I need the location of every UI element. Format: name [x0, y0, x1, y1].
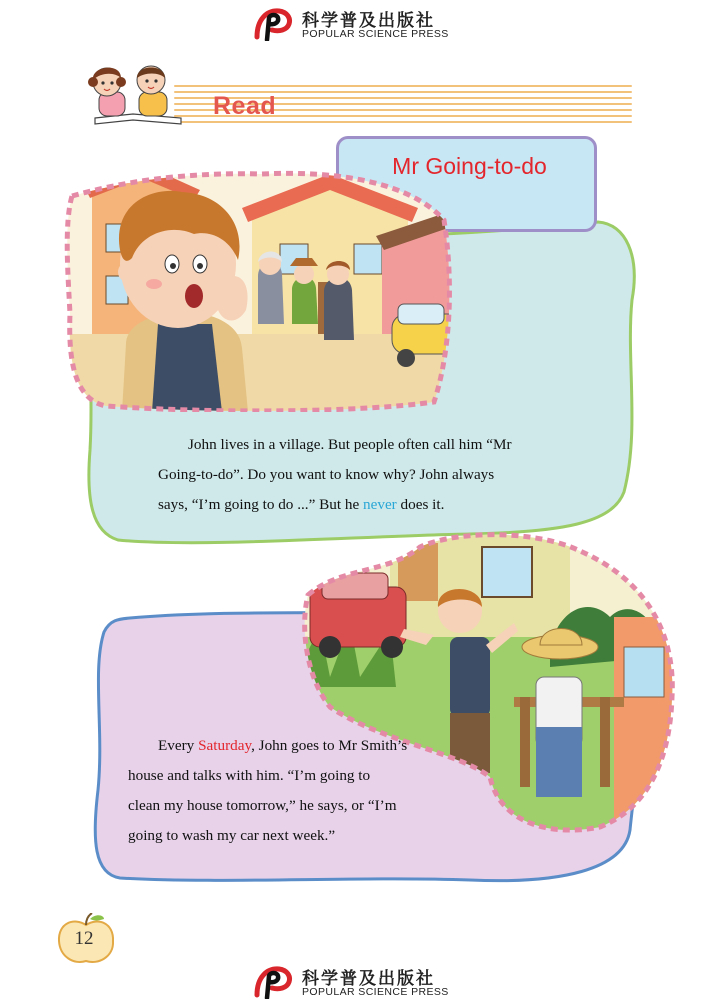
paragraph-1-line-3-start: says, “I’m going to do ...” But he	[158, 496, 364, 513]
paragraph-1-line-3	[158, 490, 512, 520]
publisher-header-bottom	[0, 962, 718, 1002]
paragraph-1-line-1: John lives in a village. But people often call him “Mr	[188, 436, 512, 453]
paragraph-2-line-3: clean my house tomorrow,” he says, or “I’m	[128, 797, 397, 814]
publisher-name-en: POPULAR SCIENCE PRESS	[302, 986, 449, 998]
paragraph-2-line-1-end: , John goes to Mr Smith’s	[251, 737, 408, 754]
section-label: Read	[213, 92, 277, 120]
paragraph-2-line-2: house and talks with him. “I’m going to	[128, 767, 371, 784]
story-title: Mr Going-to-do	[392, 153, 547, 179]
publisher-name-en: POPULAR SCIENCE PRESS	[302, 28, 449, 40]
page-number: 12	[74, 928, 94, 949]
keyword-saturday: Saturday	[198, 737, 252, 754]
publisher-name-cn: 科学普及出版社	[302, 11, 435, 31]
paragraph-1-line-3-end: does it.	[396, 496, 445, 513]
story-paragraph-2	[128, 731, 407, 851]
paragraph-2-line-1-start: Every	[158, 737, 199, 754]
story-paragraph-1	[158, 430, 512, 520]
village-scene-illustration	[62, 164, 454, 412]
paragraph-2-line-1	[128, 731, 407, 761]
keyword-never: never	[363, 496, 397, 513]
paragraph-2-line-4: going to wash my car next week.”	[128, 827, 336, 844]
paragraph-1-line-2: Going-to-do”. Do you want to know why? John always	[158, 466, 495, 483]
publisher-logo-icon	[253, 965, 293, 999]
publisher-name-cn: 科学普及出版社	[302, 969, 435, 989]
